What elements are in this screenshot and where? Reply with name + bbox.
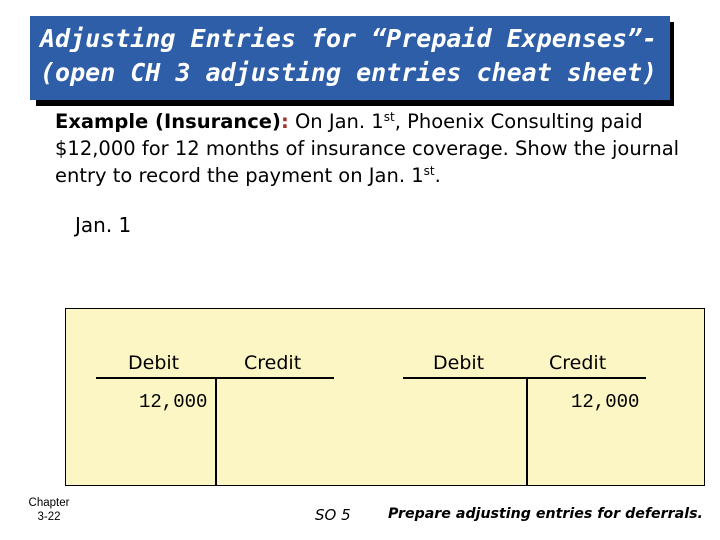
t-account-1-divider: [215, 378, 217, 486]
example-text: [55, 108, 710, 189]
example-label: Example (Insurance): [55, 110, 281, 133]
chapter-line-1: Chapter: [28, 497, 70, 509]
t-account-2-credit-label: Credit: [549, 352, 607, 374]
t-account-1-debit-value: 12,000: [139, 391, 208, 413]
example-sup-b: st: [423, 164, 435, 178]
title-line-1: Adjusting Entries for “Prepaid Expenses”-: [40, 24, 658, 53]
example-colon: :: [280, 110, 289, 133]
t-account-2-credit-value: 12,000: [571, 391, 640, 413]
study-objective-text: Prepare adjusting entries for deferrals.: [388, 506, 703, 522]
example-text-b: , Phoenix Consulting paid $12,000 for 12 months of insurance coverage. Show the journal entry to record the payment on Jan. 1: [55, 110, 680, 187]
example-sup-a: st: [383, 110, 395, 124]
chapter-label: [18, 496, 80, 524]
t-account-1-credit-label: Credit: [244, 352, 302, 374]
chapter-line-2: 3-22: [37, 511, 61, 523]
study-objective-number: SO 5: [315, 506, 351, 524]
title-banner: [30, 16, 670, 100]
title-line-2: (open CH 3 adjusting entries cheat sheet): [40, 58, 658, 87]
t-account-2-crossbar: [403, 377, 646, 379]
t-accounts-panel: [65, 308, 705, 486]
example-text-c: .: [434, 164, 441, 187]
t-account-2-debit-label: Debit: [433, 352, 485, 374]
t-account-2-divider: [526, 378, 528, 486]
t-account-1-debit-label: Debit: [128, 352, 180, 374]
example-text-a: On Jan. 1: [288, 110, 384, 133]
entry-date: Jan. 1: [75, 213, 132, 237]
